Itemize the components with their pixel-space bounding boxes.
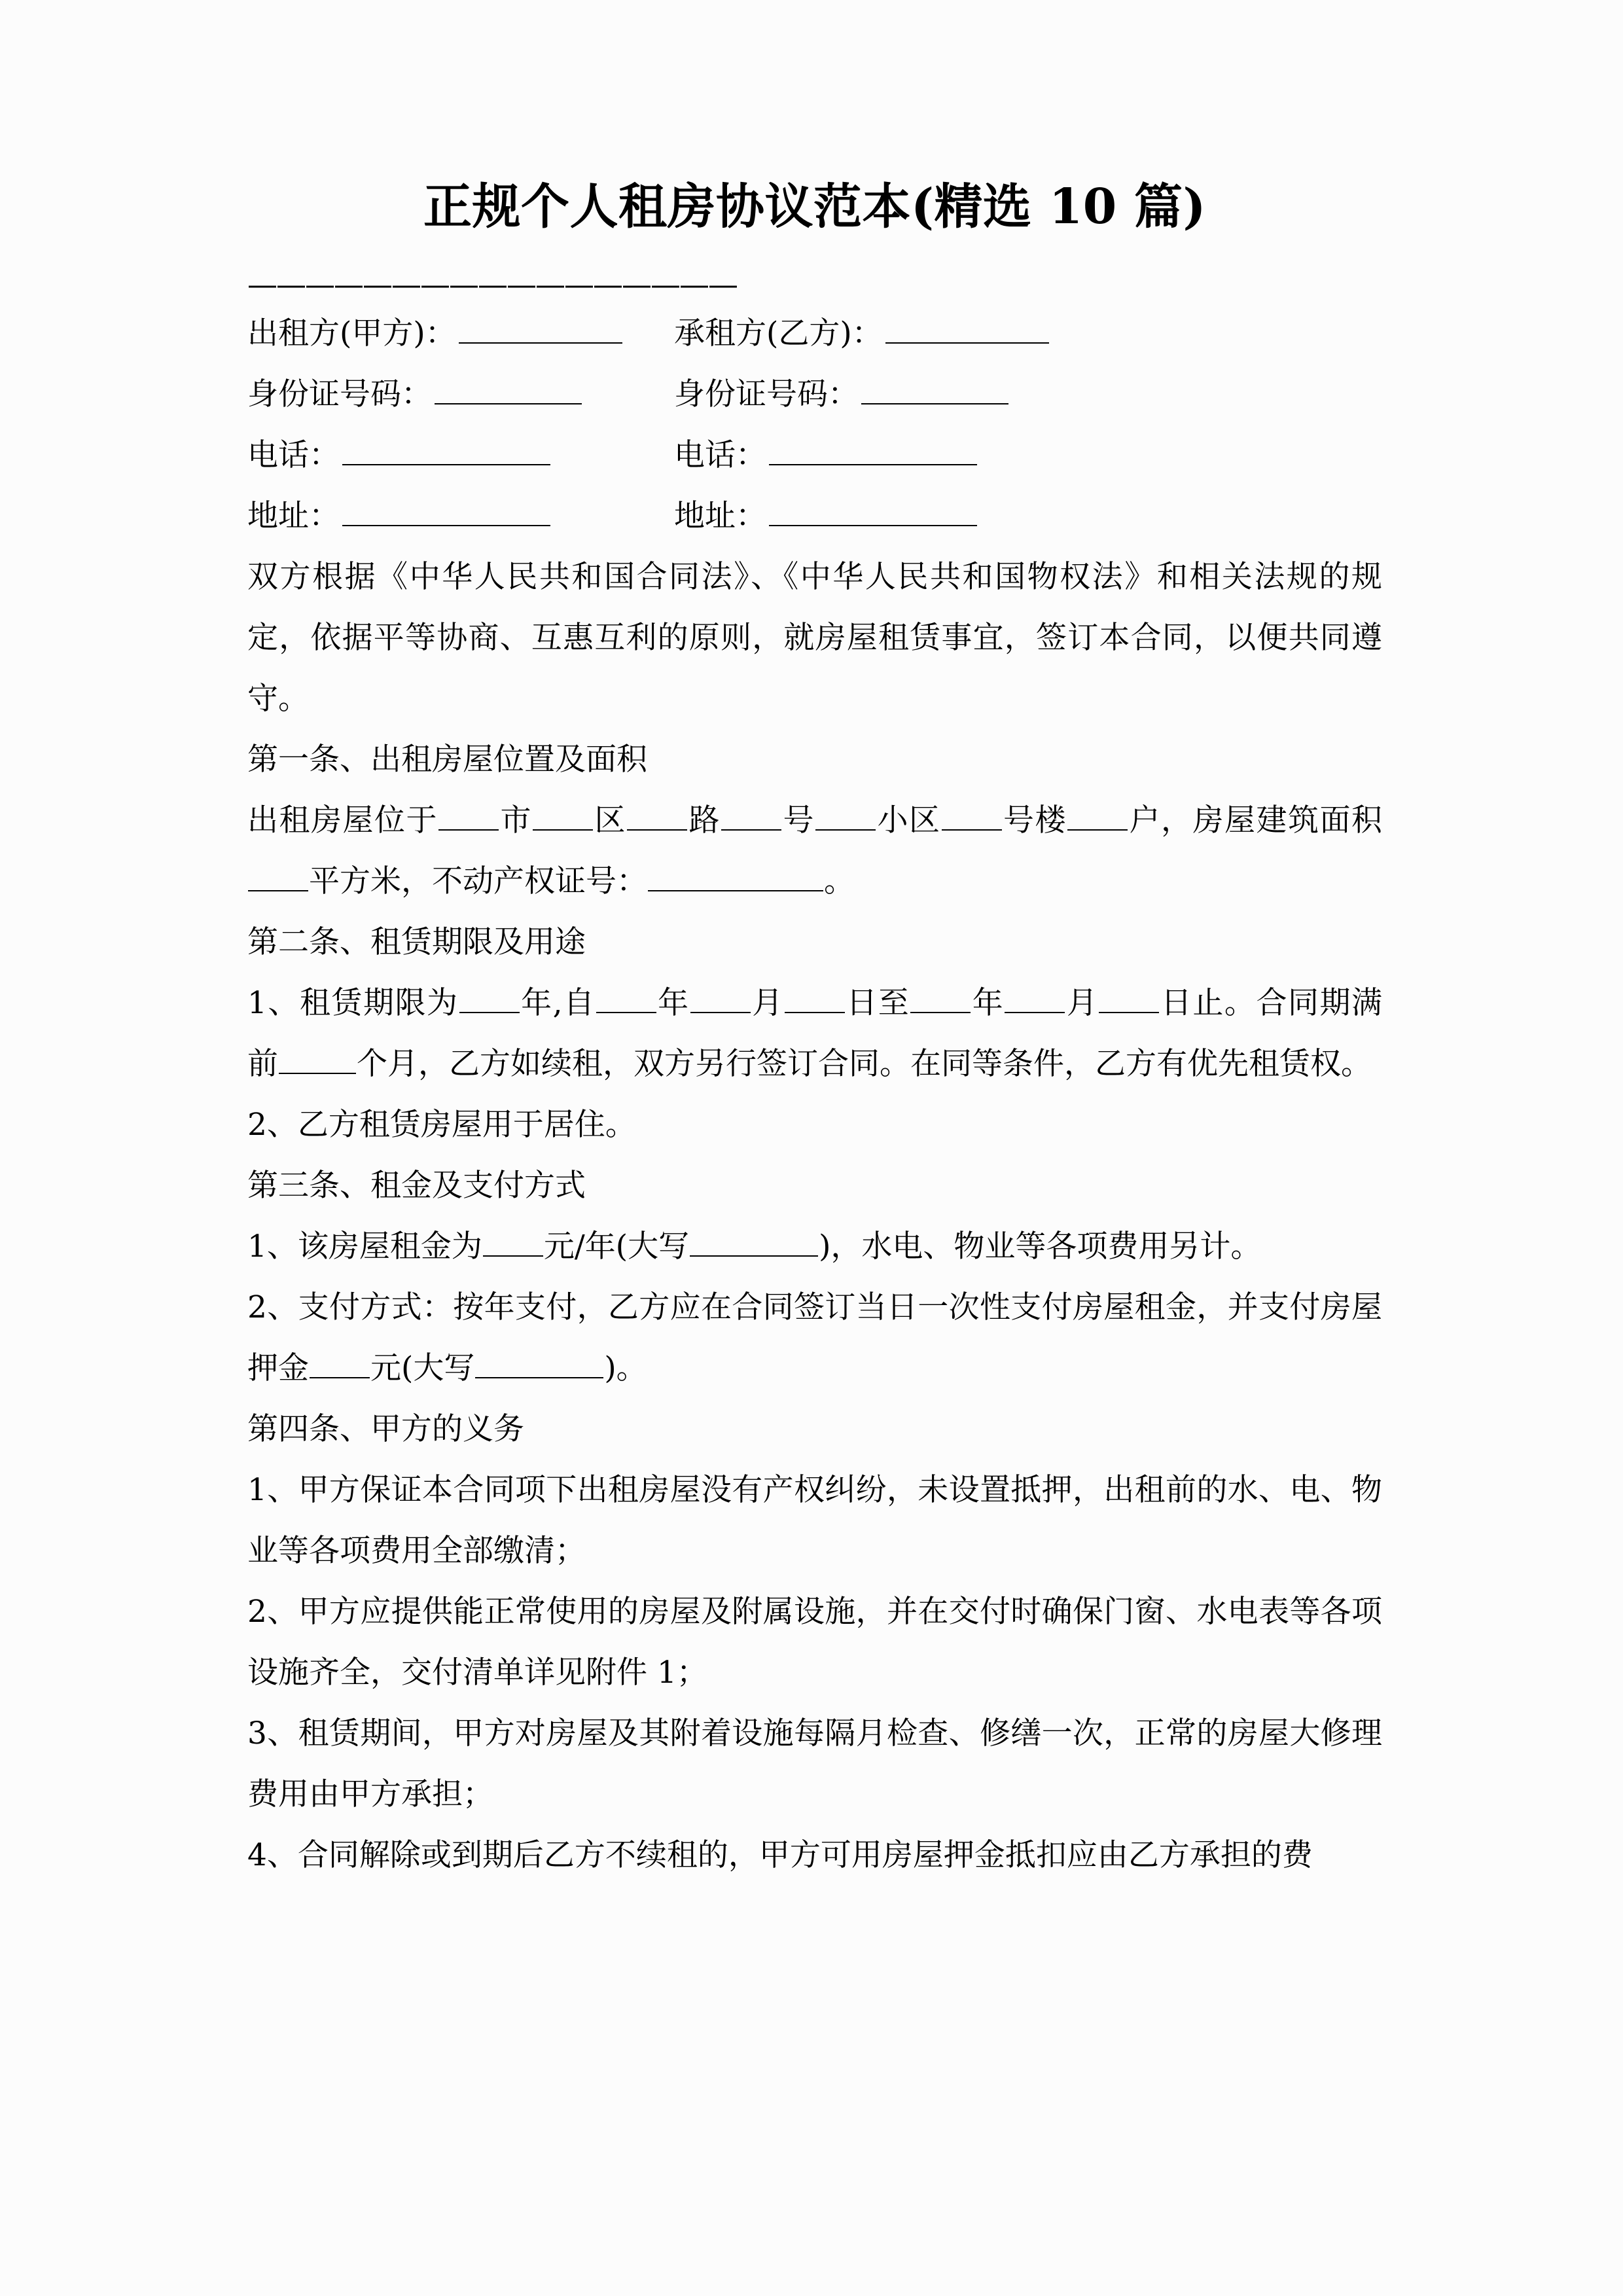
fill-in-blank[interactable] [721, 810, 781, 831]
lessor-name-field [247, 303, 622, 364]
fill-in-blank[interactable] [910, 992, 971, 1013]
fill-in-blank[interactable] [475, 1357, 603, 1378]
lessor-phone-label: 电话： [247, 437, 340, 473]
article-4-item-3: 3、租赁期间，甲方对房屋及其附着设施每隔月检查、修缮一次，正常的房屋大修理费用由甲方承担； [247, 1715, 1382, 1812]
text-run: 个月，乙方如续租，双方另行签订合同。在同等条件，乙方有优先租赁权。 [357, 1045, 1372, 1082]
party-row-address [247, 486, 1382, 547]
lessor-name-label: 出租方(甲方)： [247, 315, 456, 351]
fill-in-blank[interactable] [596, 992, 656, 1013]
article-3 [247, 1155, 1382, 1399]
text-run: 1、租赁期限为 [247, 984, 459, 1021]
lessor-phone-blank[interactable] [342, 442, 550, 465]
fill-in-blank[interactable] [533, 810, 593, 831]
fill-in-blank[interactable] [627, 810, 687, 831]
page-title: 正规个人租房协议范本(精选 10 篇) [423, 179, 1207, 235]
lessor-phone-field [247, 425, 550, 486]
article-2 [247, 912, 1382, 1155]
text-run: )，水电、物业等各项费用另计。 [819, 1228, 1262, 1265]
lessee-name-blank[interactable] [885, 320, 1049, 344]
text-run: 元(大写 [370, 1350, 475, 1386]
lessor-id-field [247, 364, 582, 425]
lessee-address-blank[interactable] [769, 503, 977, 526]
text-run: 月 [1065, 984, 1099, 1021]
article-4-item-2: 2、甲方应提供能正常使用的房屋及附属设施，并在交付时确保门窗、水电表等各项设施齐全，交付清单详见附件 1； [247, 1593, 1382, 1691]
text-run: 年,自 [520, 984, 596, 1021]
fill-in-blank[interactable] [690, 992, 751, 1013]
fill-in-blank[interactable] [648, 870, 823, 891]
fill-in-blank[interactable] [438, 810, 499, 831]
lessee-name-label: 承租方(乙方)： [674, 315, 883, 351]
text-run: 户，房屋建筑面积 [1128, 802, 1382, 838]
article-2-heading: 第二条、租赁期限及用途 [247, 924, 586, 960]
lessee-address-label: 地址： [674, 497, 766, 534]
parties-block [247, 303, 1382, 547]
article-4-heading: 第四条、甲方的义务 [247, 1410, 524, 1447]
fill-in-blank[interactable] [310, 1357, 370, 1378]
lessee-address-field [674, 486, 977, 547]
lessor-id-blank[interactable] [435, 381, 582, 404]
article-2-term-line [247, 973, 1382, 1094]
text-run: )。 [604, 1350, 647, 1386]
text-run: 日止。合同期满前 [247, 984, 1383, 1082]
text-run: 日至 [845, 984, 910, 1021]
text-run: 年 [971, 984, 1005, 1021]
text-run: 小区 [876, 802, 941, 838]
fill-in-blank[interactable] [1005, 992, 1065, 1013]
fill-in-blank[interactable] [483, 1236, 543, 1257]
text-run: 年 [656, 984, 690, 1021]
preamble-paragraph: 双方根据《中华人民共和国合同法》、《中华人民共和国物权法》和相关法规的规定，依据平等协商、互惠互利的原则，就房屋租赁事宜，签订本合同，以便共同遵守。 [247, 558, 1382, 717]
lessee-phone-label: 电话： [674, 437, 766, 473]
article-1 [247, 729, 1382, 912]
article-1-location-line [247, 790, 1382, 912]
fill-in-blank[interactable] [815, 810, 876, 831]
article-4 [247, 1399, 1382, 1886]
article-3-heading: 第三条、租金及支付方式 [247, 1167, 586, 1204]
text-run: 市 [499, 802, 532, 838]
fill-in-blank[interactable] [248, 870, 308, 891]
fill-in-blank[interactable] [942, 810, 1002, 831]
article-4-item-4: 4、合同解除或到期后乙方不续租的，甲方可用房屋押金抵扣应由乙方承担的费 [247, 1837, 1313, 1873]
lessee-phone-field [674, 425, 977, 486]
fill-in-blank[interactable] [1099, 992, 1159, 1013]
text-run: 路 [688, 802, 721, 838]
fill-in-blank[interactable] [1067, 810, 1128, 831]
article-3-rent-line [247, 1216, 1382, 1277]
fill-in-blank[interactable] [690, 1236, 818, 1257]
lessor-id-label: 身份证号码： [247, 376, 432, 412]
lessee-id-blank[interactable] [861, 381, 1008, 404]
text-run: 区 [594, 802, 626, 838]
lessee-id-label: 身份证号码： [674, 376, 859, 412]
text-run: 2、支付方式：按年支付，乙方应在合同签订当日一次性支付房屋租金，并支付房屋押金 [247, 1289, 1382, 1386]
fill-in-blank[interactable] [785, 992, 845, 1013]
article-2-usage-line: 2、乙方租赁房屋用于居住。 [247, 1106, 636, 1143]
fill-in-blank[interactable] [279, 1053, 356, 1074]
fill-in-blank[interactable] [459, 992, 520, 1013]
text-run: 月 [751, 984, 784, 1021]
text-run: 出租房屋位于 [247, 802, 438, 838]
lessor-address-field [247, 486, 550, 547]
text-run: 平方米，不动产权证号： [309, 863, 647, 899]
text-run: 号 [782, 802, 815, 838]
text-run: 元/年(大写 [543, 1228, 690, 1265]
lessee-phone-blank[interactable] [769, 442, 977, 465]
title-separator: ————————————————— [247, 266, 737, 302]
lessee-id-field [674, 364, 1008, 425]
party-row-id [247, 364, 1382, 425]
party-row-name [247, 303, 1382, 364]
lessee-name-field [674, 303, 1049, 364]
document-content [247, 0, 1382, 1886]
lessor-name-blank[interactable] [459, 320, 622, 344]
article-3-payment-line [247, 1277, 1382, 1399]
lessor-address-blank[interactable] [342, 503, 550, 526]
text-run: 号楼 [1002, 802, 1067, 838]
lessor-address-label: 地址： [247, 497, 340, 534]
article-1-heading: 第一条、出租房屋位置及面积 [247, 741, 647, 778]
article-4-item-1: 1、甲方保证本合同项下出租房屋没有产权纠纷，未设置抵押，出租前的水、电、物业等各项费用全部缴清； [247, 1471, 1382, 1569]
party-row-phone [247, 425, 1382, 486]
text-run: 。 [824, 863, 855, 899]
text-run: 1、该房屋租金为 [247, 1228, 482, 1265]
